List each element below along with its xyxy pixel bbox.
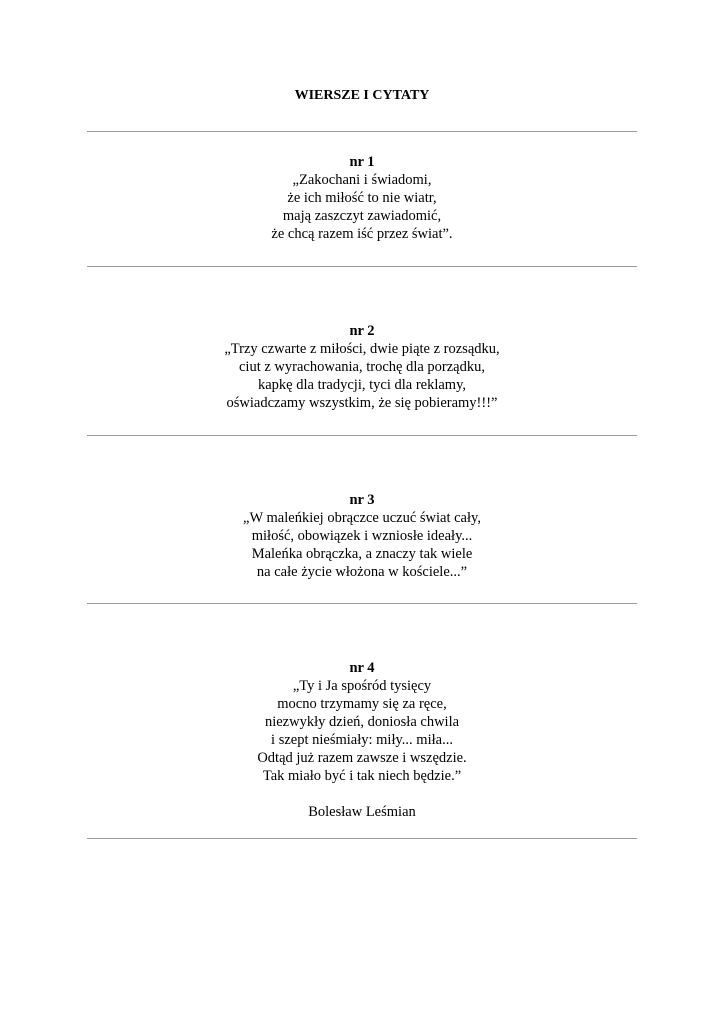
poem-3 xyxy=(0,491,724,581)
divider xyxy=(87,131,637,132)
poem-line: i szept nieśmiały: miły... miła... xyxy=(271,732,453,748)
poem-line: „Trzy czwarte z miłości, dwie piąte z rozsądku, xyxy=(224,341,500,357)
poem-line: na całe życie włożona w kościele...” xyxy=(256,564,468,580)
poem-line: Tak miało być i tak niech będzie.” xyxy=(262,768,462,784)
poem-4 xyxy=(0,659,724,821)
poem-line: mocno trzymamy się za ręce, xyxy=(277,696,447,712)
poem-line: kapkę dla tradycji, tyci dla reklamy, xyxy=(257,377,467,393)
poem-2 xyxy=(0,322,724,412)
document-title: WIERSZE I CYTATY xyxy=(294,88,430,103)
poem-line: „Ty i Ja spośród tysięcy xyxy=(292,678,432,694)
poem-number: nr 3 xyxy=(349,492,375,508)
poem-line: ciut z wyrachowania, trochę dla porządku, xyxy=(239,359,485,375)
poem-line: miłość, obowiązek i wzniosłe ideały... xyxy=(251,528,473,544)
divider xyxy=(87,266,637,267)
poem-line: mają zaszczyt zawiadomić, xyxy=(282,208,442,224)
poem-line: „Zakochani i świadomi, xyxy=(292,172,432,188)
poem-line: Maleńka obrączka, a znaczy tak wiele xyxy=(251,546,473,562)
poem-line: że chcą razem iść przez świat”. xyxy=(271,226,453,242)
poem-number: nr 1 xyxy=(349,154,375,170)
divider xyxy=(87,838,637,839)
poem-1 xyxy=(0,153,724,243)
poem-number: nr 2 xyxy=(349,323,375,339)
poem-line: „W maleńkiej obrączce uczuć świat cały, xyxy=(243,510,481,526)
poem-line: oświadczamy wszystkim, że się pobieramy!!!” xyxy=(226,395,498,411)
poem-line: Odtąd już razem zawsze i wszędzie. xyxy=(257,750,467,766)
divider xyxy=(87,603,637,604)
poem-number: nr 4 xyxy=(349,660,375,676)
poem-author: Bolesław Leśmian xyxy=(308,804,416,820)
poem-line: że ich miłość to nie wiatr, xyxy=(287,190,437,206)
divider xyxy=(87,435,637,436)
poem-line: niezwykły dzień, doniosła chwila xyxy=(264,714,460,730)
